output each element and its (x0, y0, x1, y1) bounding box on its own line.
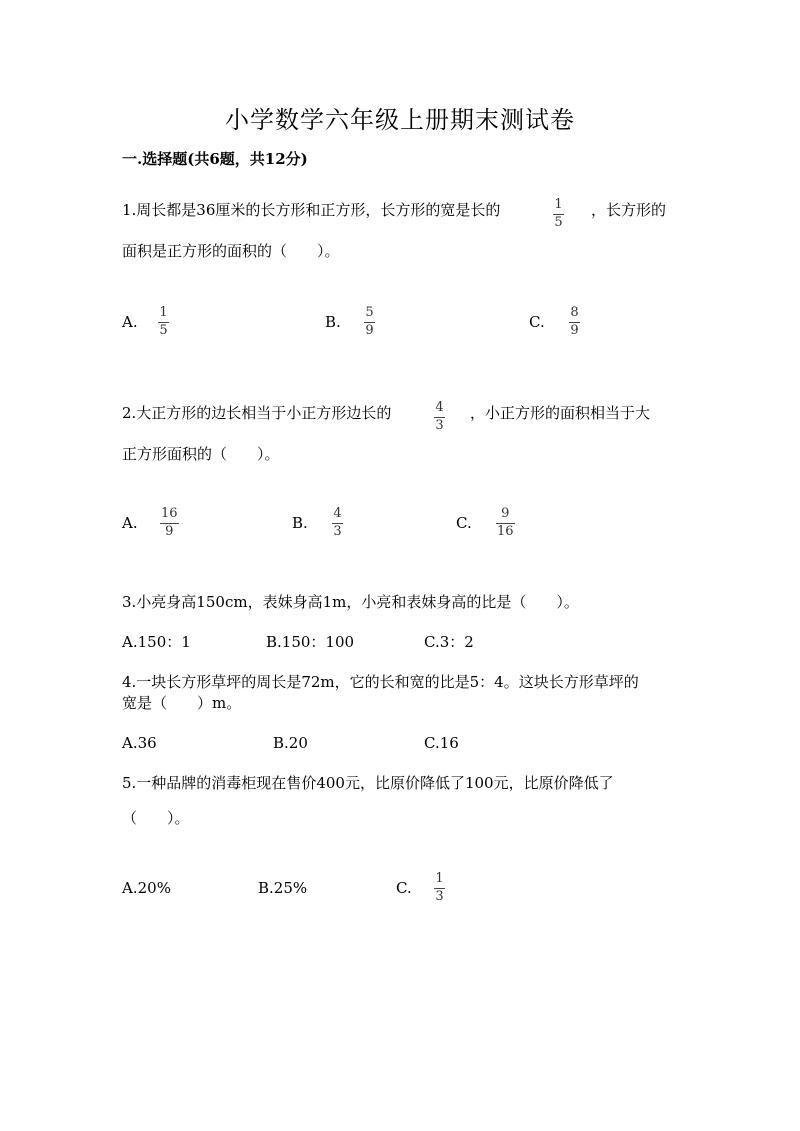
q2-option-b-fraction (332, 507, 343, 539)
q4-option-b: B.20 (273, 734, 308, 752)
q3-text: 3.小亮身高150cm，表妹身高1m，小亮和表妹身高的比是（ ）。 (122, 593, 579, 611)
q2-option-b-denominator: 3 (333, 524, 342, 539)
q1-text-line2: 面积是正方形的面积的（ ）。 (122, 242, 340, 260)
q3-option-b: B.150：100 (266, 633, 355, 651)
q2-text-part1: 2.大正方形的边长相当于小正方形边长的 (122, 404, 392, 422)
q1-option-c-fraction (569, 306, 580, 338)
q2-option-a-label: A. (122, 514, 138, 532)
q1-fraction (553, 198, 564, 230)
q1-fraction-denominator: 5 (554, 215, 563, 230)
q2-option-c-label: C. (456, 514, 472, 532)
q1-option-b-numerator: 5 (365, 305, 374, 320)
q4-text-line2: 宽是（ ）m。 (122, 694, 242, 712)
q2-option-a-denominator: 9 (165, 524, 174, 539)
q4-option-c: C.16 (424, 734, 459, 752)
q1-text-part2: ，长方形的 (591, 201, 667, 219)
q5-text-line1: 5.一种品牌的消毒柜现在售价400元，比原价降低了100元，比原价降低了 (122, 774, 614, 792)
q1-option-c-denominator: 9 (570, 323, 579, 338)
q5-option-c-denominator: 3 (435, 889, 444, 904)
q1-fraction-numerator: 1 (554, 197, 563, 212)
section-heading: 一.选择题(共6题，共12分) (122, 150, 308, 168)
q1-option-c-numerator: 8 (570, 305, 579, 320)
q5-option-c-numerator: 1 (435, 871, 444, 886)
q2-option-b-label: B. (292, 514, 308, 532)
q1-option-b-label: B. (325, 313, 341, 331)
q2-text-line2: 正方形面积的（ ）。 (122, 445, 280, 463)
q2-text-part2: ，小正方形的面积相当于大 (470, 404, 651, 422)
q1-option-b-fraction (364, 306, 375, 338)
q2-option-b-numerator: 4 (333, 506, 342, 521)
q1-option-c-label: C. (529, 313, 545, 331)
q3-option-c: C.3：2 (424, 633, 474, 651)
q2-fraction-numerator: 4 (435, 400, 444, 415)
q1-option-a-fraction (158, 306, 169, 338)
q2-fraction-denominator: 3 (435, 418, 444, 433)
q2-fraction (434, 401, 445, 433)
q4-option-a: A.36 (122, 734, 157, 752)
q5-option-c-label: C. (396, 879, 412, 897)
q2-option-c-fraction (496, 507, 515, 539)
q2-option-c-numerator: 9 (501, 506, 510, 521)
q1-option-a-numerator: 1 (159, 305, 168, 320)
q1-option-b-denominator: 9 (365, 323, 374, 338)
q5-option-c-fraction (434, 872, 445, 904)
q4-text-line1: 4.一块长方形草坪的周长是72m，它的长和宽的比是5：4。这块长方形草坪的 (122, 673, 639, 691)
q5-text-line2: （ ）。 (122, 809, 190, 827)
q3-option-a: A.150：1 (122, 633, 191, 651)
page-title: 小学数学六年级上册期末测试卷 (225, 106, 575, 134)
q1-option-a-denominator: 5 (159, 323, 168, 338)
q2-option-a-numerator: 16 (161, 506, 178, 521)
q2-option-c-denominator: 16 (497, 524, 514, 539)
q2-option-a-fraction (160, 507, 179, 539)
q5-option-b: B.25% (258, 879, 308, 897)
q1-option-a-label: A. (122, 313, 138, 331)
q5-option-a: A.20% (122, 879, 171, 897)
q1-text-part1: 1.周长都是36厘米的长方形和正方形，长方形的宽是长的 (122, 201, 501, 219)
